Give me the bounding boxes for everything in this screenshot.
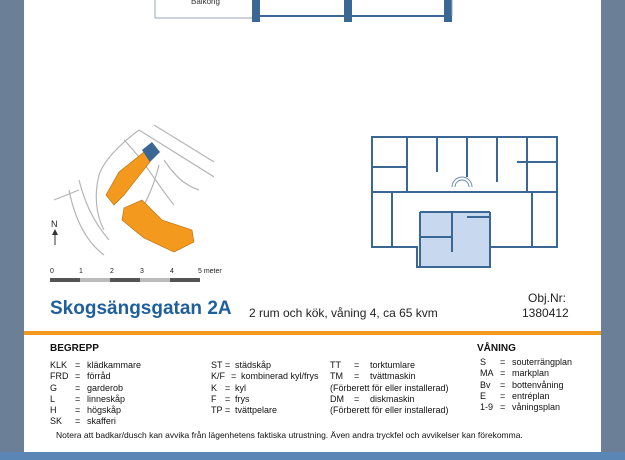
legend-item-note: (Förberett för eller installerad) xyxy=(330,382,449,393)
scale-tick-1: 1 xyxy=(79,268,83,275)
floor-legend-item: MA = markplan xyxy=(480,368,550,379)
begrepp-heading: BEGREPP xyxy=(50,343,99,354)
address-title: Skogsängsgatan 2A xyxy=(50,298,232,319)
legend-item: K/F = kombinerad kyl/frys xyxy=(211,371,319,382)
legend-item: KLK = klädkammare xyxy=(50,360,142,370)
vaning-heading: VÅNING xyxy=(477,343,516,354)
object-number: 1380412 xyxy=(522,306,569,320)
legend-item-note: (Förberett för eller installerad) xyxy=(330,405,449,416)
floor-legend-item: E = entréplan xyxy=(480,390,550,401)
legend-item: ST = städskåp xyxy=(211,360,272,370)
legend-column-1 xyxy=(50,360,141,428)
floor-legend-item: Bv = bottenvåning xyxy=(480,379,564,390)
legend-item: H = högskåp xyxy=(50,405,122,416)
legend-column-4 xyxy=(480,357,572,413)
scale-tick-3: 3 xyxy=(140,268,144,275)
legend-item: TP = tvättpelare xyxy=(211,405,278,416)
bottom-bar xyxy=(0,452,625,460)
legend-item: FRD = förråd xyxy=(50,371,111,382)
legend-item: TT = torktumlare xyxy=(330,360,416,370)
header-divider xyxy=(24,331,601,335)
balcony-label: Balkong xyxy=(191,0,220,6)
scale-bar xyxy=(50,278,210,284)
legend-item: DM = diskmaskin xyxy=(330,393,415,404)
floorplan-page xyxy=(24,0,601,452)
site-plan xyxy=(44,120,214,280)
legend-item: L = linneskåp xyxy=(50,393,126,404)
floor-legend-item: 1-9 = våningsplan xyxy=(480,402,561,413)
legend-item: K = kyl xyxy=(211,382,246,393)
legend-item: F = frys xyxy=(211,393,250,404)
building-floor-plan xyxy=(367,132,567,272)
floor-legend-item: S = souterrängplan xyxy=(480,357,573,367)
scale-tick-2: 2 xyxy=(110,268,114,275)
top-floor-plan xyxy=(24,0,601,24)
legend-item: SK = skafferi xyxy=(50,416,116,427)
apartment-description: 2 rum och kök, våning 4, ca 65 kvm xyxy=(249,306,438,320)
legend-item: G = garderob xyxy=(50,382,124,393)
scale-tick-0: 0 xyxy=(50,268,54,275)
legend-column-3 xyxy=(330,360,449,416)
north-label: N xyxy=(51,219,58,229)
north-arrow-icon xyxy=(50,229,60,245)
legend-item: TM = tvättmaskin xyxy=(330,371,416,382)
disclaimer-note: Notera att badkar/dusch kan avvika från lägenhetens faktiska utrustning. Även andra tryckfel och avvikelser kan förekomma. xyxy=(56,430,523,440)
legend-column-2 xyxy=(211,360,319,416)
scale-tick-5: 5 meter xyxy=(198,268,222,275)
scale-tick-4: 4 xyxy=(170,268,174,275)
object-number-label: Obj.Nr: xyxy=(528,291,567,305)
